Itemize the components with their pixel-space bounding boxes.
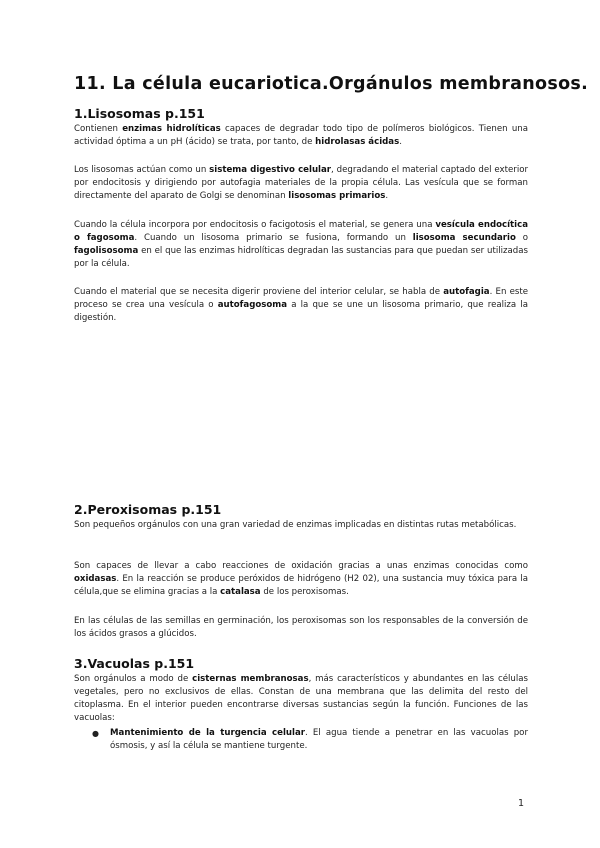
paragraph-lisosomas-4: Cuando el material que se necesita digerir proviene del interior celular, se habla de autofagia. En este proceso se crea una vesícula o autofagosoma a la que se une un lisosoma primario, que realiza la digestión. <box>74 287 528 323</box>
paragraph-lisosomas-2: Los lisosomas actúan como un sistema digestivo celular, degradando el material captado del exterior por endocitosis y dirigiendo por autofagia materiales de la propia célula. Las vesícula que se forman directamente del aparato de Golgi se denominan lisosomas primarios. <box>74 165 528 201</box>
section-heading-lisosomas: 1.Lisosomas p.151 <box>74 106 205 121</box>
section-heading-peroxisomas: 2.Peroxisomas p.151 <box>74 502 222 517</box>
paragraph-vacuolas-1: Son orgánulos a modo de cisternas membranosas, más característicos y abundantes en las células vegetales, pero no exclusivos de ellas. Constan de una membrana que las delimita del resto del citoplasma. En el interior pueden encontrarse diversas sustancias según la función. Funciones de las vacuolas: <box>74 674 528 723</box>
paragraph-lisosomas-1: Contienen enzimas hidrolíticas capaces de degradar todo tipo de polímeros biológicos. Tienen una actividad óptima a un pH (ácido) se trata, por tanto, de hidrolasas ácidas. <box>74 124 528 147</box>
paragraph-peroxisomas-3: En las células de las semillas en germinación, los peroxisomas son los responsables de la conversión de los ácidos grasos a glúcidos. <box>74 616 528 639</box>
paragraph-peroxisomas-1: Son pequeños orgánulos con una gran variedad de enzimas implicadas en distintas rutas metabólicas. <box>74 520 517 530</box>
page-number: 1 <box>518 798 525 809</box>
bullet-icon: ● <box>92 729 99 738</box>
section-heading-vacuolas: 3.Vacuolas p.151 <box>74 656 195 671</box>
page-title: 11. La célula eucariotica.Orgánulos membranosos. <box>74 74 589 94</box>
vacuolas-function-list <box>74 727 528 753</box>
list-item: ● Mantenimiento de la turgencia celular. El agua tiende a penetrar en las vacuolas por ósmosis, y así la célula se mantiene turgente. <box>92 728 528 751</box>
paragraph-peroxisomas-2: Son capaces de llevar a cabo reacciones de oxidación gracias a unas enzimas conocidas como oxidasas. En la reacción se produce peróxidos de hidrógeno (H2 02), una sustancia muy tóxica para la célula,que se elimina gracias a la catalasa de los peroxisomas. <box>74 561 528 597</box>
paragraph-lisosomas-3: Cuando la célula incorpora por endocitosis o facigotosis el material, se genera una vesícula endocítica o fagosoma. Cuando un lisosoma primario se fusiona, formando un lisosoma secundario o fagolisosoma en el que las enzimas hidrolíticas degradan las sustancias para que puedan ser utilizadas por la célula. <box>74 220 528 269</box>
